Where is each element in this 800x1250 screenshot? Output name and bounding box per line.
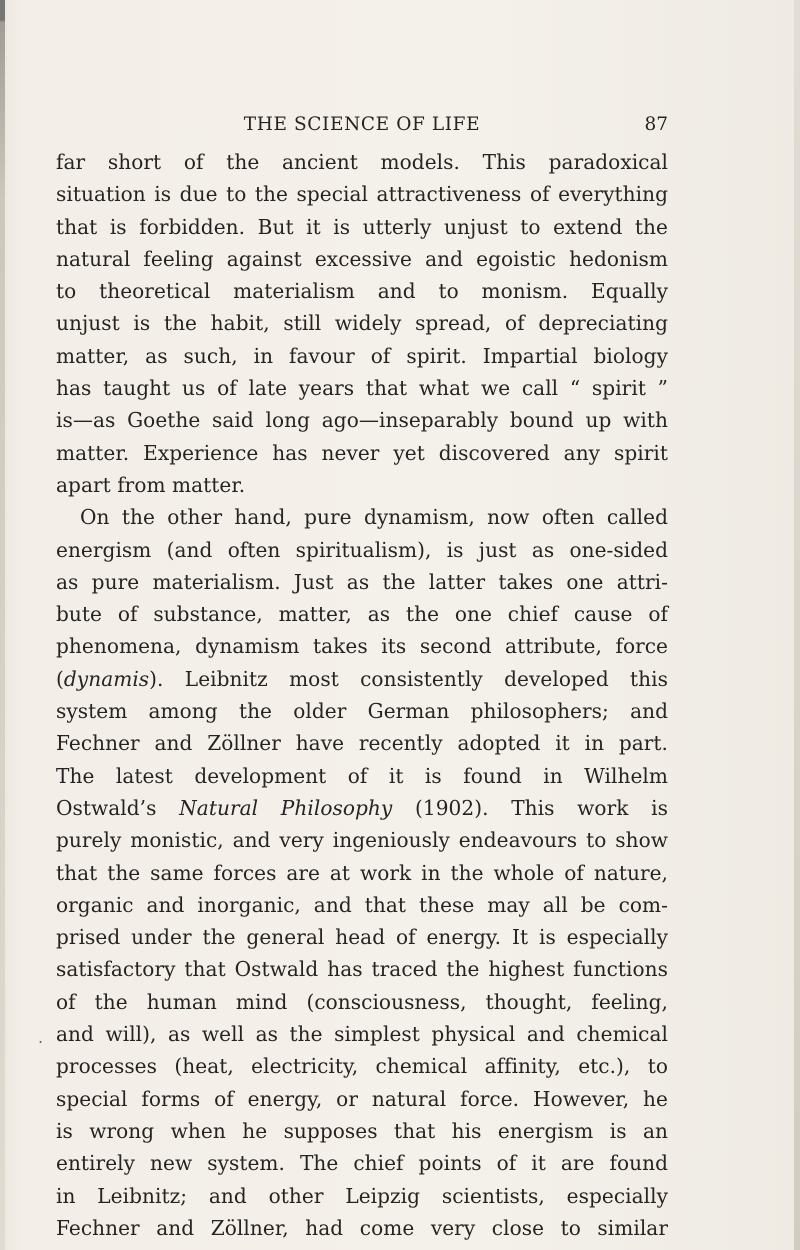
text-line: satisfactory that Ostwald has traced the highest functions <box>56 957 668 982</box>
page-edge-left <box>0 0 5 1250</box>
text-line: in Leibnitz; and other Leipzig scientists, especially <box>56 1183 668 1208</box>
text-line: as pure materialism. Just as the latter takes one attri- <box>56 569 668 594</box>
text-line: of the human mind (consciousness, thought, feeling, <box>56 989 668 1014</box>
text-line: matter, as such, in favour of spirit. Impartial biology <box>56 343 668 368</box>
text-line: The latest development of it is found in Wilhelm <box>56 763 668 788</box>
running-head <box>56 110 668 140</box>
text-line: entirely new system. The chief points of it are found <box>56 1151 668 1176</box>
text-line <box>56 663 668 695</box>
italic-term: dynamis <box>63 666 150 691</box>
text-line-part: ). Leibnitz most consistently developed this <box>149 666 668 691</box>
text-line: system among the older German philosophers; and <box>56 699 668 724</box>
text-line: special forms of energy, or natural force. However, he <box>56 1086 668 1111</box>
text-line: natural feeling against excessive and egoistic hedonism <box>56 246 668 271</box>
page-edge-right <box>794 0 800 1250</box>
text-line: unjust is the habit, still widely spread, of depreciating <box>56 311 668 336</box>
text-line: and will), as well as the simplest physical and chemical <box>56 1022 668 1047</box>
text-line: apart from matter. <box>56 472 246 497</box>
text-line: that the same forces are at work in the whole of nature, <box>56 860 668 885</box>
margin-mark: . <box>38 1028 44 1047</box>
text-line: prised under the general head of energy. It is especially <box>56 925 668 950</box>
text-line: to theoretical materialism and to monism. Equally <box>56 279 668 304</box>
text-line: processes (heat, electricity, chemical affinity, etc.), to <box>56 1054 668 1079</box>
text-line-part: (1902). This work is <box>392 795 668 820</box>
page-number: 87 <box>644 114 668 135</box>
body-text <box>56 146 668 1244</box>
text-line: matter. Experience has never yet discovered any spirit <box>56 440 668 465</box>
text-line-part: Ostwald’s <box>56 795 180 820</box>
text-line: Fechner and Zöllner have recently adopted it in part. <box>56 731 668 756</box>
text-line: On the other hand, pure dynamism, now often called <box>80 505 668 530</box>
text-line: bute of substance, matter, as the one chief cause of <box>56 602 668 627</box>
text-line: far short of the ancient models. This paradoxical <box>56 150 668 174</box>
running-title: THE SCIENCE OF LIFE <box>243 114 481 135</box>
text-line: phenomena, dynamism takes its second attribute, force <box>56 634 668 659</box>
text-line: Fechner and Zöllner, had come very close to similar <box>56 1215 668 1240</box>
text-line: organic and inorganic, and that these may all be com- <box>56 892 668 917</box>
italic-term: Natural Philosophy <box>179 795 393 820</box>
text-line: energism (and often spiritualism), is just as one-sided <box>56 537 668 562</box>
text-line <box>56 792 668 824</box>
text-line: is wrong when he supposes that his energism is an <box>56 1118 668 1143</box>
text-line: is—as Goethe said long ago—inseparably bound up with <box>56 408 668 433</box>
text-line: that is forbidden. But it is utterly unjust to extend the <box>56 214 668 239</box>
text-line-part: ( <box>56 666 64 691</box>
text-line: situation is due to the special attractiveness of everything <box>56 182 668 207</box>
text-line: purely monistic, and very ingeniously endeavours to show <box>56 828 668 853</box>
text-line: has taught us of late years that what we call “ spirit ” <box>56 376 668 401</box>
